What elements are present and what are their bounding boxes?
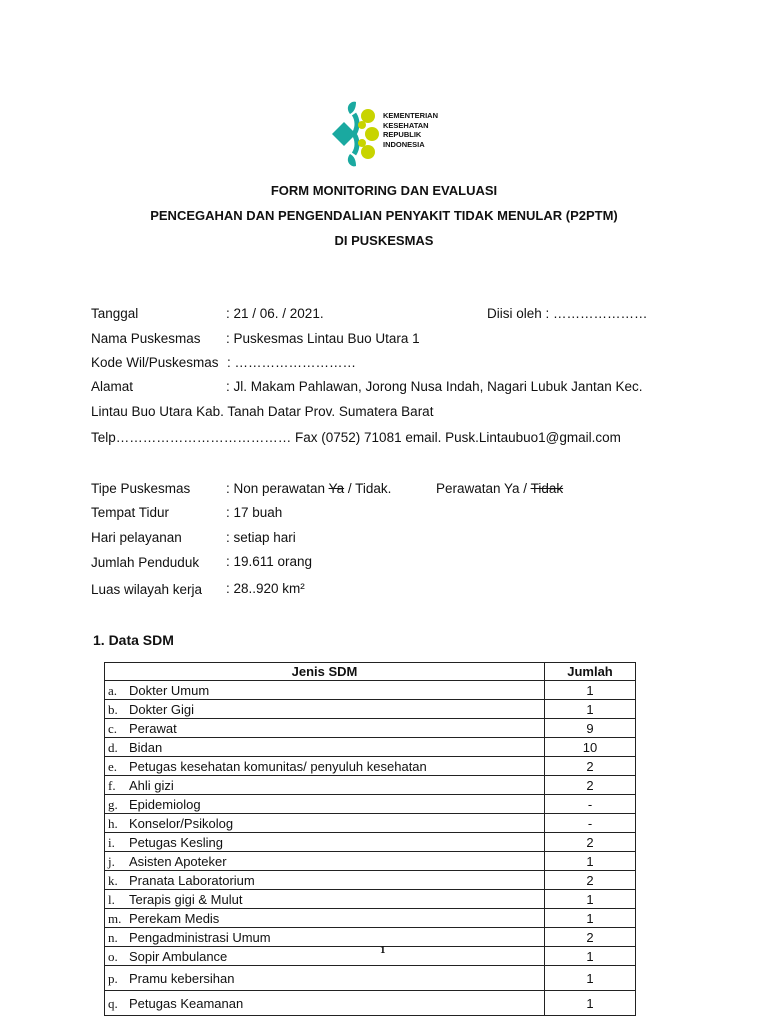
nama-puskesmas-label: Nama Puskesmas: [91, 331, 201, 346]
row-name: Petugas Kesling: [129, 834, 223, 850]
tempat-tidur-value: : 17 buah: [226, 505, 283, 520]
row-index: j.: [108, 853, 115, 869]
row-name: Perawat: [129, 720, 177, 736]
logo-line: KESEHATAN: [383, 120, 429, 130]
table-row: [105, 795, 636, 814]
form-title-line1: FORM MONITORING DAN EVALUASI: [270, 183, 498, 198]
tipe-suffix: / Tidak.: [344, 481, 392, 496]
tanggal-value: : 21 / 06. / 2021.: [226, 306, 324, 321]
row-index: i.: [108, 834, 115, 850]
alamat-value: : Jl. Makam Pahlawan, Jorong Nusa Indah, Nagari Lubuk Jantan Kec.: [226, 379, 643, 394]
form-title-line2: PENCEGAHAN DAN PENGENDALIAN PENYAKIT TIDAK MENULAR (P2PTM): [150, 208, 618, 223]
logo-line: INDONESIA: [383, 139, 425, 149]
tipe-puskesmas-label: Tipe Puskesmas: [91, 481, 191, 496]
row-jumlah: 2: [545, 776, 636, 795]
table-row: [105, 947, 636, 966]
logo-line: REPUBLIK: [383, 130, 422, 140]
row-jumlah: 1: [545, 909, 636, 928]
row-name: Epidemiolog: [129, 796, 201, 812]
table-row: [105, 871, 636, 890]
row-name: Pengadministrasi Umum: [129, 929, 271, 945]
row-index: h.: [108, 815, 118, 831]
diisi-oleh: Diisi oleh : …………………: [487, 306, 648, 321]
table-row: [105, 852, 636, 871]
section-data-sdm-title: 1. Data SDM: [93, 632, 174, 648]
table-row: [105, 700, 636, 719]
kode-wil-value: : ………………………: [227, 355, 357, 370]
row-name: Dokter Gigi: [129, 701, 195, 717]
tempat-tidur-label: Tempat Tidur: [91, 505, 170, 520]
row-index: m.: [108, 910, 122, 926]
row-jumlah: 1: [545, 700, 636, 719]
row-index: d.: [108, 739, 118, 755]
kode-wil-label: Kode Wil/Puskesmas: [91, 355, 219, 370]
row-name: Sopir Ambulance: [129, 948, 228, 964]
table-row: [105, 681, 636, 700]
row-jumlah: 9: [545, 719, 636, 738]
table-row: [105, 928, 636, 947]
row-index: n.: [108, 929, 118, 945]
luas-wilayah-value: : 28..920 km²: [226, 581, 305, 596]
row-name: Asisten Apoteker: [129, 853, 227, 869]
row-name: Petugas kesehatan komunitas/ penyuluh kesehatan: [129, 758, 427, 774]
row-name: Ahli gizi: [129, 777, 174, 793]
row-jumlah: 1: [545, 966, 636, 991]
row-index: k.: [108, 872, 118, 888]
page-number: 1: [380, 944, 386, 956]
table-row: [105, 738, 636, 757]
hari-pelayanan-label: Hari pelayanan: [91, 530, 182, 545]
tanggal-label: Tanggal: [91, 306, 139, 321]
row-name: Petugas Keamanan: [129, 995, 244, 1011]
row-name: Dokter Umum: [129, 682, 210, 698]
perawatan-value: [436, 481, 563, 496]
row-index: q.: [108, 995, 118, 1011]
header-jenis-sdm: Jenis SDM: [105, 663, 545, 681]
table-row: [105, 757, 636, 776]
tipe-prefix: : Non perawatan: [226, 481, 329, 496]
row-jumlah: 2: [545, 833, 636, 852]
table-row: [105, 814, 636, 833]
table-row: [105, 890, 636, 909]
jumlah-penduduk-value: : 19.611 orang: [226, 554, 313, 569]
logo-line: KEMENTERIAN: [383, 111, 439, 120]
row-jumlah: -: [545, 795, 636, 814]
logo-text: [383, 111, 438, 149]
row-index: g.: [108, 796, 118, 812]
table-row: [105, 776, 636, 795]
ministry-logo: [328, 100, 448, 168]
row-name: Pramu kebersihan: [129, 970, 235, 986]
alamat-continuation: Lintau Buo Utara Kab. Tanah Datar Prov. Sumatera Barat: [91, 404, 434, 419]
telp-fax-email: Telp………………………………… Fax (0752) 71081 email. Pusk.Lintaubuo1@gmail.com: [91, 430, 621, 445]
header-jumlah: Jumlah: [545, 663, 636, 681]
row-jumlah: 1: [545, 681, 636, 700]
row-jumlah: 2: [545, 757, 636, 776]
row-jumlah: 1: [545, 991, 636, 1016]
sdm-table: [104, 662, 636, 1016]
row-index: f.: [108, 777, 116, 793]
row-name: Perekam Medis: [129, 910, 220, 926]
row-jumlah: 2: [545, 928, 636, 947]
perawatan-prefix: Perawatan Ya /: [436, 481, 531, 496]
ministry-emblem-icon: [328, 100, 382, 168]
perawatan-tidak-struck: Tidak: [530, 481, 564, 496]
luas-wilayah-label: Luas wilayah kerja: [91, 582, 203, 597]
row-jumlah: 10: [545, 738, 636, 757]
row-index: p.: [108, 970, 118, 986]
jumlah-penduduk-label: Jumlah Penduduk: [91, 555, 200, 570]
hari-pelayanan-value: : setiap hari: [226, 530, 296, 545]
row-jumlah: -: [545, 814, 636, 833]
row-jumlah: 1: [545, 852, 636, 871]
row-name: Pranata Laboratorium: [129, 872, 255, 888]
row-name: Konselor/Psikolog: [129, 815, 234, 831]
row-jumlah: 1: [545, 947, 636, 966]
table-row: [105, 966, 636, 991]
table-row: [105, 909, 636, 928]
tipe-ya-struck: Ya: [328, 481, 345, 496]
form-title-line3: DI PUSKESMAS: [334, 233, 434, 248]
row-jumlah: 1: [545, 890, 636, 909]
nama-puskesmas-value: : Puskesmas Lintau Buo Utara 1: [226, 331, 420, 346]
row-index: a.: [108, 682, 118, 698]
row-jumlah: 2: [545, 871, 636, 890]
table-row: [105, 719, 636, 738]
tipe-puskesmas-value: [226, 481, 391, 496]
table-row: [105, 991, 636, 1016]
row-index: b.: [108, 701, 118, 717]
row-name: Terapis gigi & Mulut: [129, 891, 243, 907]
alamat-label: Alamat: [91, 379, 134, 394]
row-index: e.: [108, 758, 118, 774]
row-name: Bidan: [129, 739, 163, 755]
row-index: o.: [108, 948, 118, 964]
table-header-row: [105, 663, 636, 681]
row-index: c.: [108, 720, 118, 736]
table-row: [105, 833, 636, 852]
row-index: l.: [108, 891, 115, 907]
